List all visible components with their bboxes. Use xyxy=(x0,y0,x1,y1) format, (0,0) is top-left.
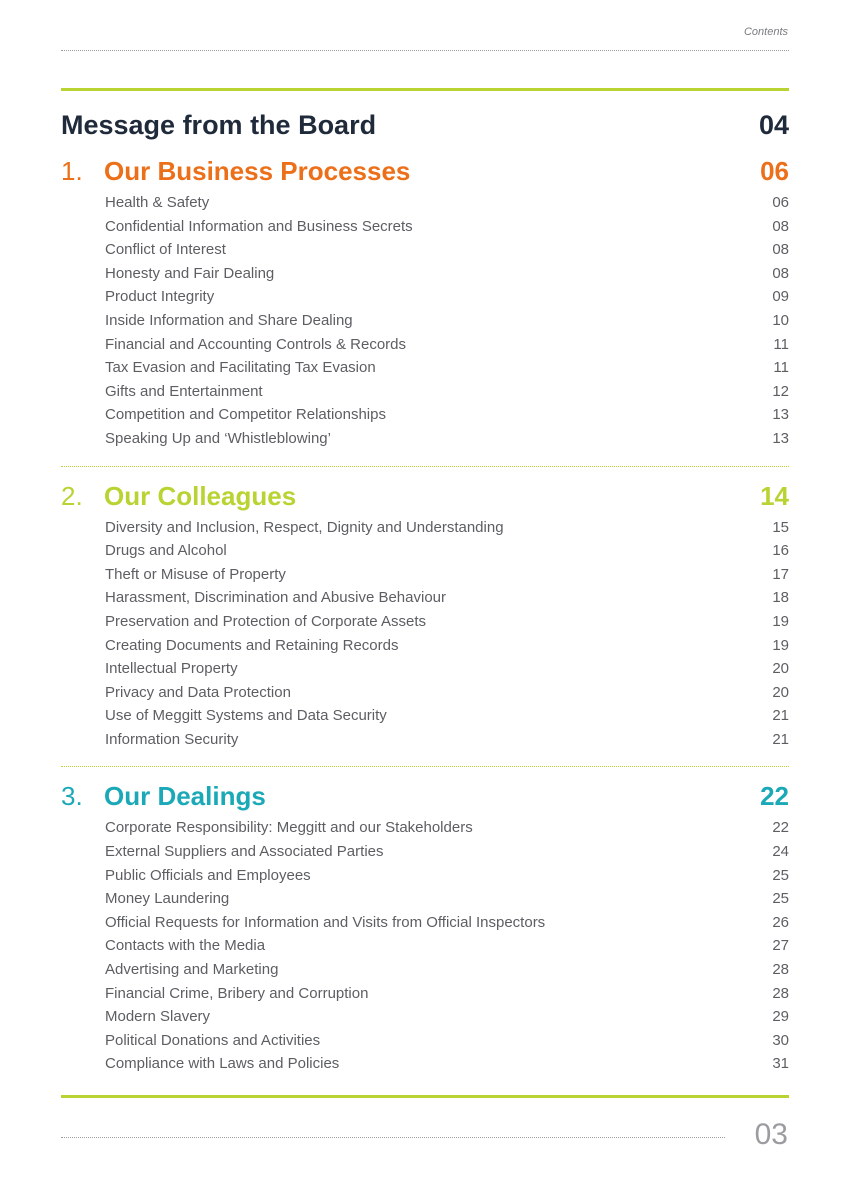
toc-item-page: 28 xyxy=(772,984,789,1002)
toc-item-label: Public Officials and Employees xyxy=(105,866,311,884)
toc-item[interactable] xyxy=(105,985,789,1009)
toc-item-page: 17 xyxy=(772,565,789,583)
section-divider xyxy=(61,766,789,767)
section-heading[interactable] xyxy=(61,481,789,519)
toc-item[interactable] xyxy=(105,637,789,661)
toc-item-page: 19 xyxy=(772,636,789,654)
section-heading[interactable] xyxy=(61,781,789,819)
toc-item[interactable] xyxy=(105,684,789,708)
toc-item[interactable] xyxy=(105,660,789,684)
toc-section-1 xyxy=(61,156,789,467)
toc-item[interactable] xyxy=(105,265,789,289)
section-heading[interactable] xyxy=(61,156,789,194)
toc-item-page: 18 xyxy=(772,589,789,607)
toc-item-page: 31 xyxy=(772,1055,789,1073)
section-divider xyxy=(61,466,789,467)
bottom-dotted-divider xyxy=(61,1137,725,1138)
toc-item[interactable] xyxy=(105,613,789,637)
toc-item[interactable] xyxy=(105,359,789,383)
toc-item-label: Official Requests for Information and Visits from Official Inspectors xyxy=(105,913,546,931)
section-heading-left xyxy=(61,781,266,812)
toc-item-label: Theft or Misuse of Property xyxy=(105,565,286,583)
toc-sections xyxy=(61,156,789,1079)
toc-item[interactable] xyxy=(105,383,789,407)
section-heading-left xyxy=(61,481,296,512)
toc-item-label: Corporate Responsibility: Meggitt and our Stakeholders xyxy=(105,819,473,837)
toc-item-page: 24 xyxy=(772,843,789,861)
toc-item[interactable] xyxy=(105,589,789,613)
bottom-accent-rule xyxy=(61,1095,789,1098)
section-number: 2. xyxy=(61,480,83,511)
toc-item-label: Creating Documents and Retaining Records xyxy=(105,636,399,654)
toc-item[interactable] xyxy=(105,288,789,312)
toc-item-page: 25 xyxy=(772,866,789,884)
toc-item-page: 15 xyxy=(772,518,789,536)
section-page: 06 xyxy=(760,156,789,186)
toc-item-label: Modern Slavery xyxy=(105,1008,211,1026)
toc-item-label: Gifts and Entertainment xyxy=(105,382,263,400)
toc-item-label: Information Security xyxy=(105,730,239,748)
section-title: Our Dealings xyxy=(104,781,266,812)
toc-item-label: Health & Safety xyxy=(105,194,210,211)
toc-item-label: Financial and Accounting Controls & Records xyxy=(105,335,406,353)
toc-item[interactable] xyxy=(105,1055,789,1079)
toc-item-label: Diversity and Inclusion, Respect, Dignity and Understanding xyxy=(105,518,504,536)
toc-item-label: Speaking Up and ‘Whistleblowing’ xyxy=(105,429,331,447)
section-items xyxy=(105,519,789,755)
toc-item[interactable] xyxy=(105,218,789,242)
toc-item-label: Compliance with Laws and Policies xyxy=(105,1055,340,1073)
toc-item-label: Product Integrity xyxy=(105,288,215,306)
toc-item[interactable] xyxy=(105,1032,789,1056)
toc-item-page: 27 xyxy=(772,937,789,955)
toc-item-page: 26 xyxy=(772,913,789,931)
section-items xyxy=(105,194,789,454)
section-items xyxy=(105,819,789,1079)
toc-item[interactable] xyxy=(105,819,789,843)
toc-item[interactable] xyxy=(105,1008,789,1032)
toc-item-label: Honesty and Fair Dealing xyxy=(105,264,275,282)
toc-item-page: 21 xyxy=(772,730,789,748)
toc-item-page: 16 xyxy=(772,542,789,560)
toc-section-3 xyxy=(61,781,789,1079)
toc-item[interactable] xyxy=(105,890,789,914)
toc-item-page: 19 xyxy=(772,612,789,630)
running-header: Contents xyxy=(743,26,788,38)
toc-item[interactable] xyxy=(105,312,789,336)
toc-item[interactable] xyxy=(105,406,789,430)
toc-item[interactable] xyxy=(105,867,789,891)
toc-item-label: Money Laundering xyxy=(105,890,230,908)
board-title: Message from the Board xyxy=(61,110,377,140)
toc-item-label: Harassment, Discrimination and Abusive Behaviour xyxy=(105,589,446,607)
toc-item[interactable] xyxy=(105,336,789,360)
toc-entry-board[interactable] xyxy=(61,110,789,154)
toc-item-page: 06 xyxy=(772,194,789,211)
top-accent-rule xyxy=(61,88,789,91)
toc-item-page: 25 xyxy=(772,890,789,908)
toc-item-label: Political Donations and Activities xyxy=(105,1031,321,1049)
toc-item-page: 21 xyxy=(772,707,789,725)
top-dotted-divider xyxy=(61,50,789,51)
section-title: Our Business Processes xyxy=(104,156,411,186)
toc-item-page: 20 xyxy=(772,660,789,678)
toc-item-page: 08 xyxy=(772,217,789,235)
toc-item[interactable] xyxy=(105,241,789,265)
section-page: 22 xyxy=(760,781,789,812)
toc-item-page: 28 xyxy=(772,961,789,979)
toc-item-label: Advertising and Marketing xyxy=(105,961,279,979)
toc-item-label: Financial Crime, Bribery and Corruption xyxy=(105,984,369,1002)
toc-item-page: 29 xyxy=(772,1008,789,1026)
toc-item-page: 30 xyxy=(772,1031,789,1049)
toc-item-label: Preservation and Protection of Corporate Assets xyxy=(105,612,427,630)
toc-item[interactable] xyxy=(105,430,789,454)
toc-item-label: Tax Evasion and Facilitating Tax Evasion xyxy=(105,359,376,377)
section-number: 3. xyxy=(61,781,83,812)
toc-item-label: Privacy and Data Protection xyxy=(105,683,291,701)
toc-item-page: 22 xyxy=(772,819,789,837)
toc-item[interactable] xyxy=(105,961,789,985)
toc-item-label: Drugs and Alcohol xyxy=(105,542,227,560)
toc-item-page: 20 xyxy=(772,683,789,701)
toc-section-2 xyxy=(61,481,789,768)
toc-item-page: 08 xyxy=(772,241,789,259)
section-heading-left xyxy=(61,156,410,187)
toc-item-page: 09 xyxy=(772,288,789,306)
toc-item[interactable] xyxy=(105,707,789,731)
toc-item-page: 13 xyxy=(772,429,789,447)
table-of-contents xyxy=(61,110,789,1079)
toc-item[interactable] xyxy=(105,566,789,590)
toc-item-page: 10 xyxy=(772,311,789,329)
board-page: 04 xyxy=(758,110,789,140)
toc-item-label: Confidential Information and Business Secrets xyxy=(105,217,413,235)
toc-item-label: Contacts with the Media xyxy=(105,937,266,955)
toc-item[interactable] xyxy=(105,194,789,218)
toc-item-page: 11 xyxy=(773,359,789,377)
toc-item[interactable] xyxy=(105,914,789,938)
toc-item-label: Inside Information and Share Dealing xyxy=(105,311,353,329)
toc-item-label: External Suppliers and Associated Parties xyxy=(105,843,384,861)
toc-item[interactable] xyxy=(105,542,789,566)
toc-item-label: Competition and Competitor Relationships xyxy=(105,406,386,424)
toc-item[interactable] xyxy=(105,519,789,543)
section-page: 14 xyxy=(760,480,789,511)
toc-item-label: Intellectual Property xyxy=(105,660,238,678)
toc-item[interactable] xyxy=(105,937,789,961)
page-number: 03 xyxy=(754,1118,788,1151)
toc-item-page: 12 xyxy=(772,382,789,400)
section-number: 1. xyxy=(61,156,83,186)
toc-item-page: 13 xyxy=(772,406,789,424)
toc-item[interactable] xyxy=(105,731,789,755)
toc-item-page: 08 xyxy=(772,264,789,282)
toc-item[interactable] xyxy=(105,843,789,867)
section-title: Our Colleagues xyxy=(104,480,297,511)
toc-item-page: 11 xyxy=(773,335,789,353)
toc-item-label: Use of Meggitt Systems and Data Security xyxy=(105,707,387,725)
toc-item-label: Conflict of Interest xyxy=(105,241,226,259)
